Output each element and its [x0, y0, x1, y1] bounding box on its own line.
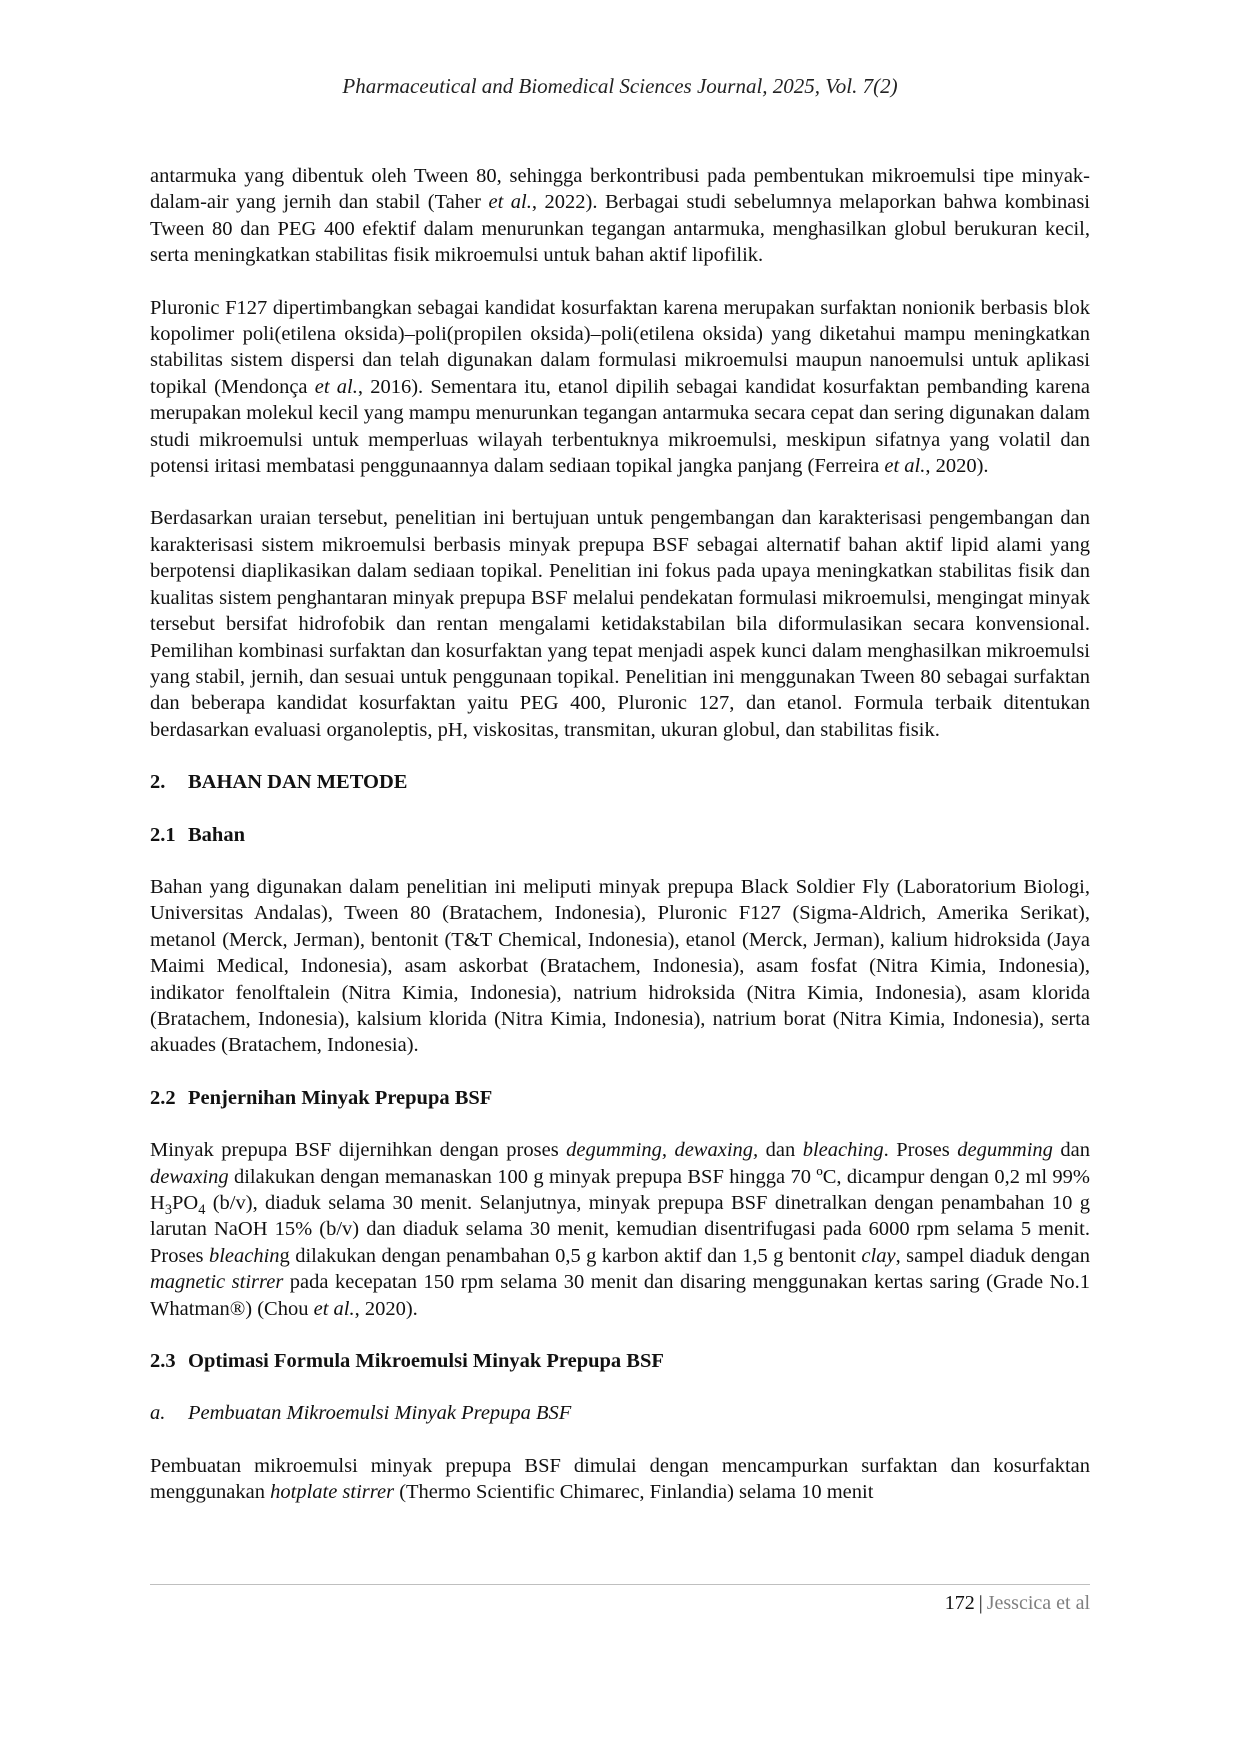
subsection-heading-bahan — [150, 822, 1090, 848]
page-footer — [945, 1592, 1090, 1615]
article-body — [150, 163, 1090, 1532]
paragraph-tween-peg — [150, 163, 1090, 269]
subsection-title: Optimasi Formula Mikroemulsi Minyak Prepupa BSF — [188, 1350, 664, 1373]
paragraph-objective: Berdasarkan uraian tersebut, penelitian ini bertujuan untuk pengembangan dan karakterisasi pengembangan dan karakterisasi sistem mikroemulsi berbasis minyak prepupa BSF sebagai alternatif bahan aktif lipid alami yang berpotensi diaplikasikan dalam sediaan topikal. Penelitian ini fokus pada upaya meningkatkan stabilitas fisik dan kualitas sistem penghantaran minyak prepupa BSF melalui pendekatan formulasi mikroemulsi, mengingat minyak tersebut bersifat hidrofobik dan rentan mengalami ketidakstabilan bila diformulasikan secara konvensional. Pemilihan kombinasi surfaktan dan kosurfaktan yang tepat menjadi aspek kunci dalam menghasilkan mikroemulsi yang stabil, jernih, dan sesuai untuk penggunaan topikal. Penelitian ini menggunakan Tween 80 sebagai surfaktan dan beberapa kandidat kosurfaktan yaitu PEG 400, Pluronic 127, dan etanol. Formula terbaik ditentukan berdasarkan evaluasi organoleptis, pH, viskositas, transmitan, ukuran globul, dan stabilitas fisik. — [150, 507, 1090, 741]
sub-subsection-letter: a. — [150, 1402, 166, 1425]
paragraph-text: dilakukan dengan memanaskan 100 g minyak prepupa BSF hingga 70 ºC, dicampur dengan 0,2 ml 99% H — [150, 1165, 1090, 1214]
footer-separator: | — [978, 1592, 983, 1614]
running-header: Pharmaceutical and Biomedical Sciences Journal, 2025, Vol. 7(2) — [342, 74, 898, 98]
paragraph-text: dan — [758, 1139, 803, 1162]
paragraph-text: PO — [171, 1192, 199, 1214]
section-heading-bahan-dan-metode — [150, 769, 1090, 795]
et-al-italic: et al. — [884, 455, 926, 478]
paragraph-text: . Proses — [883, 1139, 958, 1162]
paragraph-text: (b/v), diaduk selama 30 menit. Selanjutnya, minyak prepupa BSF dinetralkan dengan penambahan 10 g larutan NaOH 15% (b/v) dan diaduk selama 30 menit, kemudian disentrifugasi pada 6000 rpm selama 5 menit. Proses — [150, 1192, 1090, 1267]
et-al-italic: et al. — [488, 191, 532, 214]
paragraph-text: , sampel diaduk dengan — [895, 1244, 1091, 1267]
paragraph-text: (Thermo Scientific Chimarec, Finlandia) selama 10 menit — [394, 1481, 874, 1504]
italic-term: degumming — [957, 1139, 1053, 1162]
sub-subsection-title: Pembuatan Mikroemulsi Minyak Prepupa BSF — [188, 1402, 572, 1425]
subsection-title: Bahan — [188, 823, 245, 846]
italic-term: clay — [861, 1244, 896, 1267]
paragraph-penjernihan — [150, 1137, 1090, 1322]
subsection-number: 2.1 — [150, 823, 176, 846]
subscript: 4 — [198, 1202, 206, 1219]
subsection-number: 2.3 — [150, 1350, 176, 1373]
paragraph-bahan: Bahan yang digunakan dalam penelitian ini meliputi minyak prepupa Black Soldier Fly (Laboratorium Biologi, Universitas Andalas), Tween 80 (Bratachem, Indonesia), Pluronic F127 (Sigma-Aldrich, Amerika Serikat), metanol (Merck, Jerman), bentonit (T&T Chemical, Indonesia), etanol (Merck, Jerman), kalium hidroksida (Jaya Maimi Medical, Indonesia), asam askorbat (Bratachem, Indonesia), asam fosfat (Nitra Kimia, Indonesia), indikator fenolftalein (Nitra Kimia, Indonesia), natrium hidroksida (Nitra Kimia, Indonesia), asam klorida (Bratachem, Indonesia), kalsium klorida (Nitra Kimia, Indonesia), natrium borat (Nitra Kimia, Indonesia), serta akuades (Bratachem, Indonesia). — [150, 875, 1090, 1057]
paragraph-pembuatan — [150, 1453, 1090, 1506]
et-al-italic: et al. — [313, 1297, 355, 1320]
paragraph-text: Pluronic F127 dipertimbangkan sebagai kandidat kosurfaktan karena merupakan surfaktan nonionik berbasis blok kopolimer poli(etilena oksida)–poli(propilen oksida)–poli(etilena oksida) yang diketahui mampu meningkatkan stabilitas sistem dispersi dan telah digunakan dalam formulasi mikroemulsi maupun nanoemulsi untuk aplikasi topikal (Mendonça — [150, 296, 1090, 398]
paragraph-text: , 2020). — [354, 1297, 418, 1320]
paragraph-text: dan — [1052, 1139, 1090, 1162]
subscript: 3 — [164, 1202, 172, 1219]
paragraph-text: antarmuka yang dibentuk oleh Tween 80, sehingga berkontribusi pada pembentukan mikroemulsi tipe minyak-dalam-air yang jernih dan stabil (Taher — [150, 165, 1090, 214]
subsection-title: Penjernihan Minyak Prepupa BSF — [188, 1086, 493, 1109]
paragraph-text: Pembuatan mikroemulsi minyak prepupa BSF dimulai dengan mencampurkan surfaktan dan kosurfaktan menggunakan — [150, 1454, 1090, 1504]
footer-author: Jesscica et al — [986, 1592, 1090, 1614]
et-al-italic: et al. — [314, 375, 358, 398]
italic-term: magnetic stirrer — [150, 1271, 284, 1294]
paragraph-text: , 2022). Berbagai studi sebelumnya melaporkan bahwa kombinasi Tween 80 dan PEG 400 efektif dalam menurunkan tegangan antarmuka, menghasilkan globul berukuran kecil, serta meningkatkan stabilitas fisik mikroemulsi untuk bahan aktif lipofilik. — [150, 191, 1090, 267]
section-number: 2. — [150, 771, 166, 794]
paragraph-pluronic — [150, 295, 1090, 480]
footer-divider — [150, 1584, 1090, 1585]
italic-term: degumming, dewaxing, — [566, 1139, 759, 1162]
subsection-heading-optimasi — [150, 1348, 1090, 1374]
subsection-number: 2.2 — [150, 1086, 176, 1109]
italic-term: bleachin — [208, 1244, 280, 1267]
paragraph-text: , 2016). Sementara itu, etanol dipilih sebagai kandidat kosurfaktan pembanding karena merupakan molekul kecil yang mampu menurunkan tegangan antarmuka secara cepat dan sering digunakan dalam studi mikroemulsi untuk memperluas wilayah terbentuknya mikroemulsi, meskipun sifatnya yang volatil dan potensi iritasi membatasi penggunaannya dalam sediaan topikal jangka panjang (Ferreira — [150, 375, 1090, 478]
italic-term: dewaxing — [150, 1165, 229, 1188]
subsection-heading-penjernihan — [150, 1085, 1090, 1111]
italic-term: bleaching — [802, 1139, 884, 1162]
paragraph-text: Minyak prepupa BSF dijernihkan dengan proses — [150, 1139, 567, 1162]
paragraph-text: g dilakukan dengan penambahan 0,5 g karbon aktif dan 1,5 g bentonit — [279, 1244, 862, 1267]
section-title: BAHAN DAN METODE — [188, 771, 408, 794]
paragraph-text: , 2020). — [925, 455, 989, 478]
page-number: 172 — [944, 1592, 975, 1614]
sub-subsection-heading-pembuatan — [150, 1400, 1090, 1426]
italic-term: hotplate stirrer — [270, 1481, 395, 1504]
paragraph-text: pada kecepatan 150 rpm selama 30 menit dan disaring menggunakan kertas saring (Grade No.1 Whatman®) (Chou — [150, 1271, 1090, 1320]
